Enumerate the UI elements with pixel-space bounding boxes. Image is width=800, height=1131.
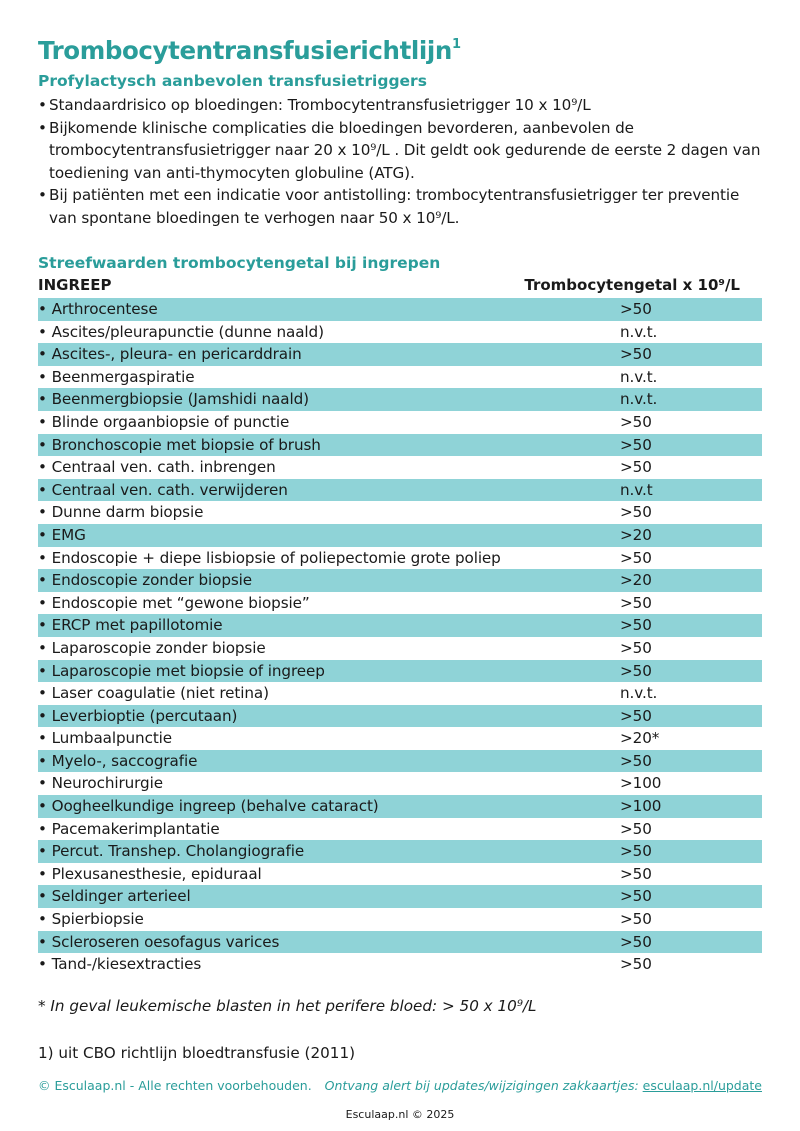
procedure-name: • Lumbaalpunctie	[38, 729, 173, 748]
procedure-name: • Dunne darm biopsie	[38, 503, 204, 522]
table-row	[38, 682, 762, 705]
platelet-threshold: n.v.t.	[620, 367, 658, 386]
table-row	[38, 637, 762, 660]
column-header-procedure: INGREEP	[38, 276, 112, 294]
procedure-name: • Percut. Transhep. Cholangiografie	[38, 842, 305, 861]
procedure-name: • Arthrocentese	[38, 300, 158, 318]
table-row	[38, 479, 762, 502]
table-row	[38, 795, 762, 818]
procedure-name: • Laparoscopie zonder biopsie	[38, 638, 266, 657]
platelet-threshold: >20	[620, 525, 652, 544]
procedure-name: • Scleroseren oesofagus varices	[38, 932, 280, 951]
copyright-notice: © Esculaap.nl - Alle rechten voorbehouden.	[38, 1078, 312, 1093]
platelet-threshold: >50	[620, 842, 652, 861]
trigger-bullet-list	[38, 94, 762, 229]
platelet-threshold: >50	[620, 300, 652, 318]
procedure-name: • Seldinger arterieel	[38, 887, 191, 906]
platelet-threshold: >50	[620, 435, 652, 454]
platelet-threshold: >50	[620, 548, 652, 567]
table-row	[38, 953, 762, 976]
platelet-threshold: >50	[620, 503, 652, 522]
platelet-threshold: >50	[620, 910, 652, 929]
procedure-name: • Leverbioptie (percutaan)	[38, 706, 238, 725]
platelet-threshold: >50	[620, 751, 652, 770]
table-row	[38, 660, 762, 683]
procedure-name: • Endoscopie met “gewone biopsie”	[38, 593, 310, 612]
table-row	[38, 434, 762, 457]
platelet-threshold: >50	[620, 932, 652, 951]
procedure-name: • Plexusanesthesie, epiduraal	[38, 864, 262, 883]
procedure-name: • Ascites/pleurapunctie (dunne naald)	[38, 322, 324, 341]
platelet-threshold: n.v.t	[620, 480, 653, 499]
table-row	[38, 818, 762, 841]
platelet-threshold: >50	[620, 345, 652, 364]
table-row	[38, 908, 762, 931]
procedure-name: • Neurochirurgie	[38, 774, 163, 793]
platelet-threshold: >50	[620, 887, 652, 906]
platelet-threshold: >50	[620, 412, 652, 431]
platelet-threshold: >50	[620, 706, 652, 725]
procedure-name: • Blinde orgaanbiopsie of punctie	[38, 412, 290, 431]
platelet-threshold: n.v.t.	[620, 684, 658, 703]
section-heading-triggers: Profylactysch aanbevolen transfusietriggers	[38, 72, 427, 90]
table-row	[38, 727, 762, 750]
bullet-item: • Bij patiënten met een indicatie voor antistolling: trombocytentransfusietrigger ter preventie van spontane bloedingen te verhogen naar 50 x 10⁹/L.	[38, 184, 762, 229]
procedure-name: • Beenmergaspiratie	[38, 367, 195, 386]
platelet-threshold: >20	[620, 571, 652, 590]
procedure-name: • EMG	[38, 525, 86, 544]
procedure-name: • Bronchoscopie met biopsie of brush	[38, 435, 321, 454]
page-title	[38, 36, 461, 65]
platelet-threshold: n.v.t.	[620, 322, 658, 341]
table-row	[38, 705, 762, 728]
procedure-name: • Spierbiopsie	[38, 910, 144, 929]
bullet-item: • Standaardrisico op bloedingen: Trombocytentransfusietrigger 10 x 10⁹/L	[38, 94, 762, 117]
platelet-threshold: >100	[620, 774, 662, 793]
table-row	[38, 366, 762, 389]
platelet-threshold: >50	[620, 638, 652, 657]
table-row	[38, 863, 762, 886]
update-link[interactable]: esculaap.nl/update	[642, 1078, 762, 1093]
update-alert-text: Ontvang alert bij updates/wijzigingen zakkaartjes:	[324, 1078, 643, 1093]
table-row	[38, 298, 762, 321]
table-row	[38, 931, 762, 954]
platelet-threshold: >20*	[620, 729, 660, 748]
procedure-name: • Laparoscopie met biopsie of ingreep	[38, 661, 325, 680]
procedure-name: • Ascites-, pleura- en pericarddrain	[38, 345, 302, 364]
platelet-threshold: >50	[620, 616, 652, 635]
procedure-name: • Endoscopie + diepe lisbiopsie of poliepectomie grote poliep	[38, 548, 501, 567]
procedure-name: • Beenmergbiopsie (Jamshidi naald)	[38, 390, 309, 409]
table-row	[38, 388, 762, 411]
platelet-threshold: >50	[620, 661, 652, 680]
table-row	[38, 501, 762, 524]
platelet-threshold: >50	[620, 864, 652, 883]
procedure-name: • ERCP met papillotomie	[38, 616, 223, 635]
platelet-threshold: >100	[620, 797, 662, 816]
table-row	[38, 772, 762, 795]
procedure-name: • Centraal ven. cath. verwijderen	[38, 480, 288, 499]
title-text: Trombocytentransfusierichtlijn	[38, 36, 452, 65]
section-heading-targets: Streefwaarden trombocytengetal bij ingrepen	[38, 254, 441, 272]
platelet-threshold: >50	[620, 955, 652, 974]
footnote: * In geval leukemische blasten in het perifere bloed: > 50 x 10⁹/L	[38, 997, 537, 1015]
table-row	[38, 885, 762, 908]
update-alert	[325, 1078, 762, 1093]
procedure-name: • Tand-/kiesextracties	[38, 955, 202, 974]
table-row	[38, 750, 762, 773]
reference: 1) uit CBO richtlijn bloedtransfusie (2011)	[38, 1044, 356, 1062]
procedure-name: • Pacemakerimplantatie	[38, 819, 220, 838]
table-row	[38, 592, 762, 615]
table-header	[38, 275, 762, 295]
procedure-name: • Myelo-, saccografie	[38, 751, 198, 770]
page-footer: Esculaap.nl © 2025	[345, 1108, 455, 1121]
procedure-name: • Centraal ven. cath. inbrengen	[38, 458, 276, 477]
table-row	[38, 524, 762, 547]
procedure-name: • Laser coagulatie (niet retina)	[38, 684, 269, 703]
table-row	[38, 411, 762, 434]
platelet-threshold: >50	[620, 458, 652, 477]
column-header-platelet-count: Trombocytengetal x 10⁹/L	[524, 276, 740, 294]
table-row	[38, 321, 762, 344]
table-row	[38, 456, 762, 479]
table-row	[38, 614, 762, 637]
platelet-threshold: >50	[620, 593, 652, 612]
platelet-threshold: n.v.t.	[620, 390, 658, 409]
procedure-table	[38, 298, 762, 976]
bullet-item: • Bijkomende klinische complicaties die bloedingen bevorderen, aanbevolen de trombocytentransfusietrigger naar 20 x 10⁹/L . Dit geldt ook gedurende de eerste 2 dagen van toediening van anti-thymocyten globuline (ATG).	[38, 117, 762, 185]
procedure-name: • Endoscopie zonder biopsie	[38, 571, 253, 590]
table-row	[38, 569, 762, 592]
table-row	[38, 840, 762, 863]
title-footnote-ref: 1	[451, 37, 461, 52]
table-row	[38, 547, 762, 570]
procedure-name: • Oogheelkundige ingreep (behalve cataract)	[38, 797, 379, 816]
platelet-threshold: >50	[620, 819, 652, 838]
table-row	[38, 343, 762, 366]
